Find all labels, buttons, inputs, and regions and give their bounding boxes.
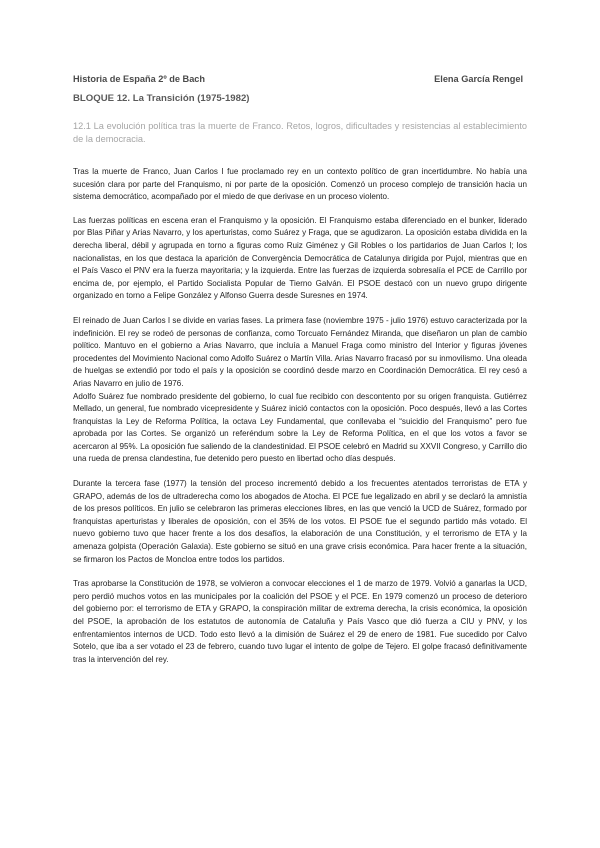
page-header xyxy=(73,74,527,84)
paragraph-4: Adolfo Suárez fue nombrado presidente del gobierno, lo cual fue recibido con descontento por su origen franquista. Gutiérrez Mellado, un general, fue nombrado vicepresidente y Suárez inició contactos con la oposición. Poco después, llevó a las Cortes franquistas la Ley de Reforma Política, la octava Ley Fundamental, que conllevaba el “suicidio del Franquismo” pero fue aprobada por las Cortes. Se organizó un referéndum sobre la Ley de Reforma Política, en el que los votos a favor se acercaron al 95%. La oposición fue saliendo de la clandestinidad. El PSOE celebró en Madrid su XXVII Congreso, y Carrillo dio una rueda de prensa clandestina, fue detenido pero puesto en libertad ocho días después. xyxy=(73,391,528,464)
paragraph-1: Tras la muerte de Franco, Juan Carlos I fue proclamado rey en un contexto político de gran incertidumbre. No había una sucesión clara por parte del Franquismo, ni por parte de la oposición. Comenzó un proceso complejo de transición hacia un sistema democrático, acompañado por el miedo de que derivase en un proceso violento. xyxy=(73,167,527,202)
course-label: Historia de España 2º de Bach xyxy=(73,74,206,84)
paragraph-6: Tras aprobarse la Constitución de 1978, se volvieron a convocar elecciones el 1 de marzo de 1979. Volvió a ganarlas la UCD, pero perdió muchos votos en las municipales por la coalición del PSOE y el PCE. En 1979 comenzó un proceso de deterioro del gobierno por: el terrorismo de ETA y GRAPO, la conspiración militar de extrema derecha, la crisis económica, la oposición del PSOE, la aprobación de los estatutos de autonomía de Cataluña y País Vasco que dió fuerza a CIU y PNV, y los enfrentamientos internos de UCD. Todo esto llevó a la dimisión de Suárez el 29 de enero de 1981. Fue sucedido por Calvo Sotelo, que iba a ser votado el 23 de febrero, cuando tuvo lugar el intento de golpe de Tejero. El golpe fracasó definitivamente tras la intervención del rey. xyxy=(73,579,527,664)
paragraph-3: El reinado de Juan Carlos I se divide en varias fases. La primera fase (noviembre 1975 - julio 1976) estuvo caracterizada por la indefinición. El rey se rodeó de personas de confianza, como Torcuato Fernández Miranda, que diseñaron un plan de cambio político. Mantuvo en el gobierno a Arias Navarro, que incluía a Manuel Fraga como ministro del Interior y figuras jóvenes procedentes del Movimiento Nacional como Adolfo Suárez o Martín Villa. Arias Navarro fracasó por su inmovilismo. Una oleada de huelgas se extendió por todo el país y la oposición se coordinó desde marzo en Coordinación Democrática. El rey cesó a Arias Navarro en julio de 1976. xyxy=(73,315,527,388)
author-name: Elena García Rengel xyxy=(434,74,523,84)
paragraph-2: Las fuerzas políticas en escena eran el Franquismo y la oposición. El Franquismo estaba diferenciado en el bunker, liderado por Blas Piñar y Arias Navarro, y los aperturistas, como Suárez y Fraga, que se agudizaron. La oposición estaba dividida en la derecha liberal, débil y agrupada en torno a figuras como Ruiz Giménez y Gil Robles o los partidarios de Juan Carlos I; los nacionalistas, en los que destaca la aparición de Convergència Democrática de Catalunya dirigida por Pujol, mientras que en el País Vasco el PNV era la fuerza mayoritaria; y la izquierda. Entre las fuerzas de izquierda sobresalía el PCE de Carrillo por encima de, por ejemplo, el Partido Socialista Popular de Tierno Galván. El PSOE destacó con un nuevo grupo dirigente organizado en torno a Felipe González y Alfonso Guerra desde Suresnes en 1974. xyxy=(73,215,527,301)
paragraph-5: Durante la tercera fase (1977) la tensión del proceso incrementó debido a los frecuentes atentados terroristas de ETA y GRAPO, además de los de ultraderecha como los abogados de Atocha. El PCE fue legalizado en abril y se declaró la amnistía de los presos políticos. En julio se celebraron las primeras elecciones libres, en las que venció la UCD de Suárez, formado por franquistas aperturistas y liberales de oposición, con el 35% de los votos. El PSOE fue el segundo partido más votado. El nuevo gobierno tuvo que hacer frente a los dos desafíos, la elaboración de una Constitución, y el terrorismo de ETA y la amenaza golpista (Operación Galaxia). Este gobierno se situó en una grave crisis económica. Para hacer frente a la situación, se firmaron los Pactos de Moncloa entre todos los partidos. xyxy=(73,479,527,564)
block-title: BLOQUE 12. La Transición (1975-1982) xyxy=(73,93,250,104)
section-title: 12.1 La evolución política tras la muerte de Franco. Retos, logros, dificultades y resistencias al establecimiento de la democracia. xyxy=(73,121,527,144)
